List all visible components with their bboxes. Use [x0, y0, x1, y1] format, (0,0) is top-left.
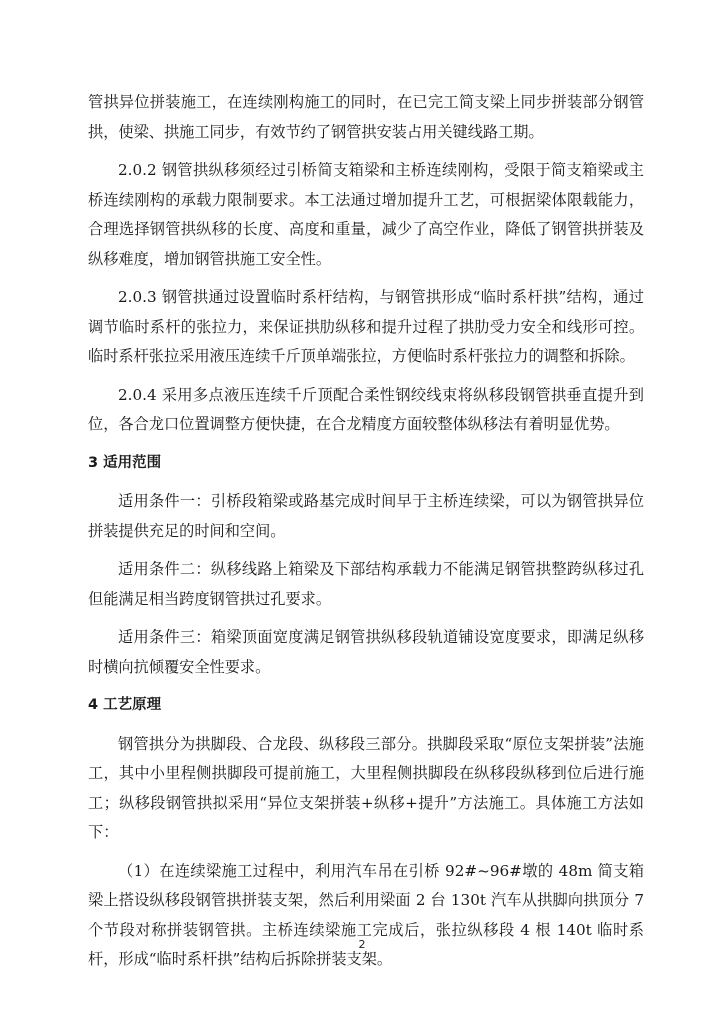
section-heading: 4 工艺原理 — [88, 697, 162, 713]
paragraph: 适用条件二：纵移线路上箱梁及下部结构承载力不能满足钢管拱整跨纵移过孔但能满足相当跨度钢管拱过孔要求。 — [88, 560, 644, 608]
page-number: 2 — [358, 938, 366, 951]
paragraph: 2.0.2 钢管拱纵移须经过引桥简支箱梁和主桥连续刚构，受限于简支箱梁或主桥连续刚构的承载力限制要求。本工法通过增加提升工艺，可根据梁体限载能力，合理选择钢管拱纵移的长度、高度和重量，减少了高空作业，降低了钢管拱拼装及纵移难度，增加钢管拱施工安全性。 — [88, 161, 644, 268]
document-body — [88, 88, 644, 975]
paragraph: 适用条件一：引桥段箱梁或路基完成时间早于主桥连续梁，可以为钢管拱异位拼装提供充足的时间和空间。 — [88, 492, 644, 540]
paragraph: （1）在连续梁施工过程中，利用汽车吊在引桥 92#~96#墩的 48m 简支箱梁上搭设纵移段钢管拱拼装支架，然后利用梁面 2 台 130t 汽车从拱脚向拱顶分 7 个节段对称拼装钢管拱。主桥连续梁施工完成后，张拉纵移段 4 根 140t 临时系杆，形成“临时系杆拱”结构后拆除拼装支架。 — [88, 861, 644, 968]
section-heading: 3 适用范围 — [88, 454, 162, 471]
paragraph: 适用条件三：箱梁顶面宽度满足钢管拱纵移段轨道铺设宽度要求，即满足纵移时横向抗倾覆安全性要求。 — [88, 628, 644, 676]
paragraph: 2.0.3 钢管拱通过设置临时系杆结构，与钢管拱形成“临时系杆拱”结构，通过调节临时系杆的张拉力，来保证拱肋纵移和提升过程了拱肋受力安全和线形可控。临时系杆张拉采用液压连续千斤顶单端张拉，方便临时系杆张拉力的调整和拆除。 — [88, 288, 644, 365]
paragraph: 管拱异位拼装施工，在连续刚构施工的同时，在已完工简支梁上同步拼装部分钢管拱，使梁、拱施工同步，有效节约了钢管拱安装占用关键线路工期。 — [88, 93, 644, 141]
paragraph: 2.0.4 采用多点液压连续千斤顶配合柔性钢绞线束将纵移段钢管拱垂直提升到位，各合龙口位置调整方便快捷，在合龙精度方面较整体纵移法有着明显优势。 — [88, 385, 644, 433]
paragraph: 钢管拱分为拱脚段、合龙段、纵移段三部分。拱脚段采取“原位支架拼装”法施工，其中小里程侧拱脚段可提前施工，大里程侧拱脚段在纵移段纵移到位后进行施工；纵移段钢管拱拟采用“异位支架拼装+纵移+提升”方法施工。具体施工方法如下： — [88, 734, 644, 841]
